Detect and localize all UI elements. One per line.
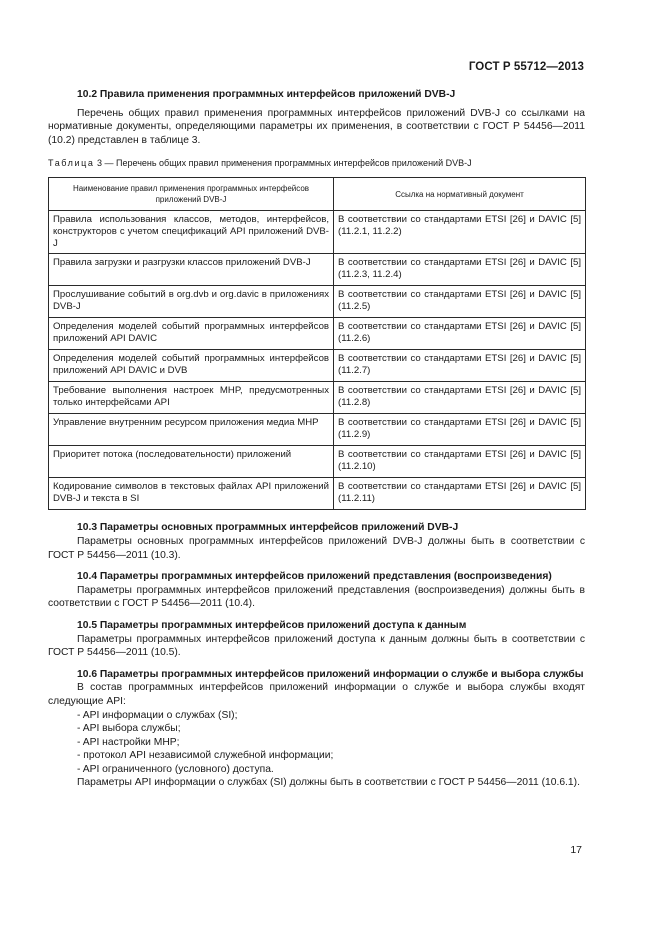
- table-row: [49, 350, 586, 382]
- section-10-4-heading: 10.4 Параметры программных интерфейсов приложений представления (воспроизведения): [77, 571, 552, 583]
- list-item: - API информации о службах (SI);: [77, 709, 238, 721]
- page-number: 17: [570, 844, 582, 856]
- section-10-6-heading: 10.6 Параметры программных интерфейсов приложений информации о службе и выбора службы: [77, 668, 584, 680]
- document-code: ГОСТ Р 55712—2013: [468, 61, 584, 73]
- list-item: - протокол API независимой служебной информации;: [77, 750, 334, 762]
- rule-cell: Кодирование символов в текстовых файлах API приложений DVB-J и текста в SI: [49, 478, 334, 510]
- rules-table: [48, 177, 586, 510]
- table-caption-word: Таблица: [48, 158, 95, 169]
- reference-cell: В соответствии со стандартами ETSI [26] и DAVIC [5] (11.2.7): [334, 350, 586, 382]
- section-10-6-closing: Параметры API информации о службах (SI) должны быть в соответствии с ГОСТ Р 54456—2011 (10.6.1).: [77, 777, 580, 789]
- table-caption-text: 3 — Перечень общих правил применения программных интерфейсов приложений DVB-J: [94, 158, 472, 169]
- table-row: [49, 414, 586, 446]
- table-row: [49, 382, 586, 414]
- section-10-6-intro: В состав программных интерфейсов приложений информации о службе и выбора службы входят следующие API:: [48, 682, 585, 707]
- rule-cell: Прослушивание событий в org.dvb и org.davic в приложениях DVB-J: [49, 286, 334, 318]
- table-row: [49, 254, 586, 286]
- rule-cell: Приоритет потока (последовательности) приложений: [49, 446, 334, 478]
- rule-cell: Управление внутренним ресурсом приложения медиа MHP: [49, 414, 334, 446]
- reference-cell: В соответствии со стандартами ETSI [26] и DAVIC [5] (11.2.10): [334, 446, 586, 478]
- spacer: [48, 660, 585, 668]
- reference-cell: В соответствии со стандартами ETSI [26] и DAVIC [5] (11.2.6): [334, 318, 586, 350]
- table-row: [49, 478, 586, 510]
- list-item: - API выбора службы;: [77, 723, 181, 735]
- rule-cell: Определения моделей событий программных интерфейсов приложений API DAVIC и DVB: [49, 350, 334, 382]
- spacer: [48, 611, 585, 619]
- rule-cell: Требование выполнения настроек MHP, предусмотренных только интерфейсами API: [49, 382, 334, 414]
- rule-cell: Определения моделей событий программных интерфейсов приложений API DAVIC: [49, 318, 334, 350]
- list-item: - API ограниченного (условного) доступа.: [77, 763, 274, 775]
- section-10-5-paragraph: Параметры программных интерфейсов приложений доступа к данным должны быть в соответствии с ГОСТ Р 54456—2011 (10.5).: [48, 633, 585, 659]
- api-list: [48, 709, 585, 777]
- rule-cell: Правила использования классов, методов, интерфейсов, конструкторов с учетом спецификаций API приложений DVB-J: [49, 211, 334, 254]
- reference-cell: В соответствии со стандартами ETSI [26] и DAVIC [5] (11.2.11): [334, 478, 586, 510]
- table-3-caption: [48, 157, 585, 169]
- section-10-2-paragraph: Перечень общих правил применения программных интерфейсов приложений DVB-J со ссылками на нормативные документы, определяющими параметры их применения, в соответствии с ГОСТ Р 54456—2011 (10.2) представлен в таблице 3.: [48, 107, 585, 146]
- reference-cell: В соответствии со стандартами ETSI [26] и DAVIC [5] (11.2.8): [334, 382, 586, 414]
- rule-cell: Правила загрузки и разгрузки классов приложений DVB-J: [49, 254, 334, 286]
- section-10-3-paragraph: Параметры основных программных интерфейсов приложений DVB-J должны быть в соответствии с ГОСТ Р 54456—2011 (10.3).: [48, 535, 585, 561]
- spacer: [48, 510, 585, 521]
- section-10-4-paragraph: Параметры программных интерфейсов приложений представления (воспроизведения) должны быть в соответствии с ГОСТ Р 54456—2011 (10.4).: [48, 584, 585, 610]
- section-10-3-heading: 10.3 Параметры основных программных интерфейсов приложений DVB-J: [77, 522, 459, 534]
- table-header-rule: Наименование правил применения программных интерфейсов приложений DVB-J: [49, 178, 334, 211]
- list-item: - API настройки MHP;: [77, 736, 180, 748]
- reference-cell: В соответствии со стандартами ETSI [26] и DAVIC [5] (11.2.3, 11.2.4): [334, 254, 586, 286]
- table-header-row: [49, 178, 586, 211]
- spacer: [48, 562, 585, 570]
- table-header-reference: Ссылка на нормативный документ: [334, 178, 586, 211]
- reference-cell: В соответствии со стандартами ETSI [26] и DAVIC [5] (11.2.9): [334, 414, 586, 446]
- page-content: [48, 88, 585, 790]
- table-row: [49, 318, 586, 350]
- reference-cell: В соответствии со стандартами ETSI [26] и DAVIC [5] (11.2.5): [334, 286, 586, 318]
- reference-cell: В соответствии со стандартами ETSI [26] и DAVIC [5] (11.2.1, 11.2.2): [334, 211, 586, 254]
- table-row: [49, 446, 586, 478]
- section-10-2-heading: 10.2 Правила применения программных интерфейсов приложений DVB-J: [77, 89, 456, 100]
- section-10-5-heading: 10.5 Параметры программных интерфейсов приложений доступа к данным: [77, 619, 467, 631]
- table-row: [49, 286, 586, 318]
- table-row: [49, 211, 586, 254]
